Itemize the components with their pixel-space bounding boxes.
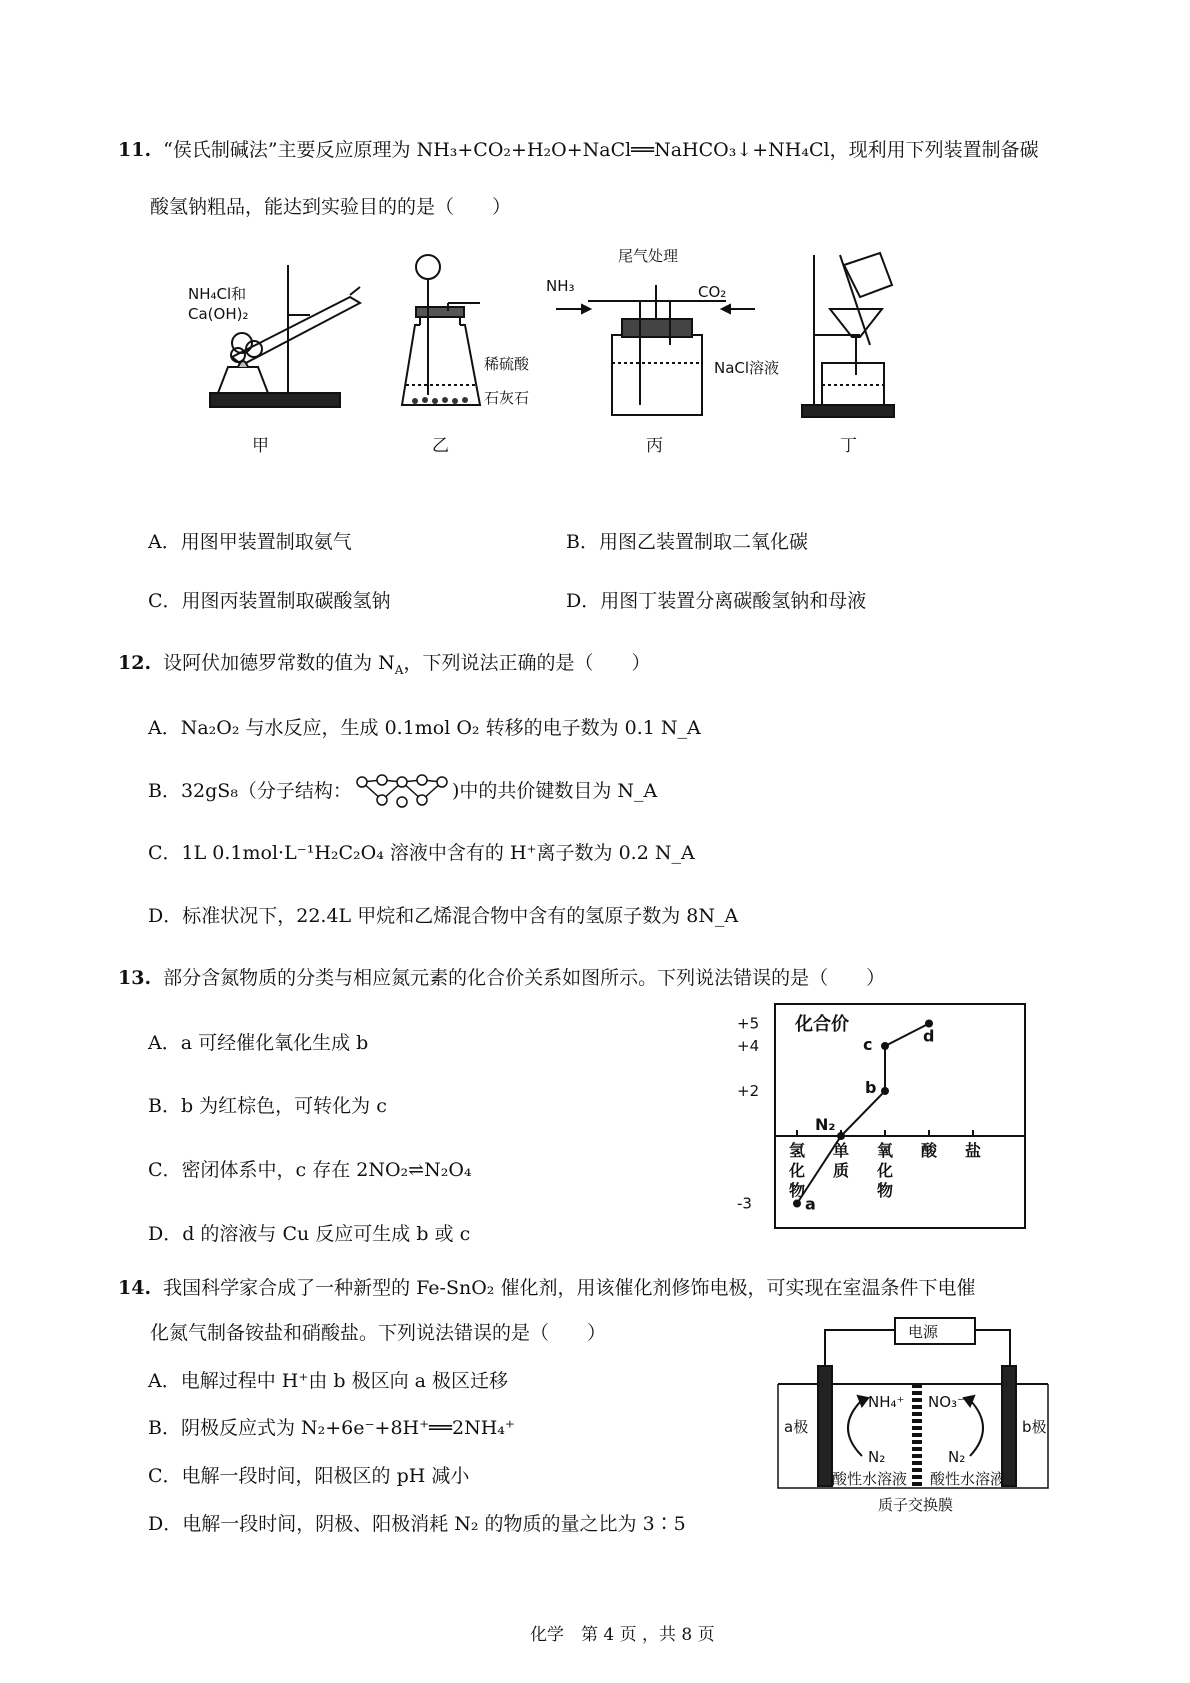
y-tick-3: -3 [737,1194,752,1213]
q11-apparatus-figure [180,245,980,475]
q12-stem [118,648,650,677]
caption-yi: 乙 [432,436,449,456]
point-label-1: N₂ [815,1115,836,1134]
bing-label-top: 尾气处理 [618,247,679,265]
electrolysis-cell-figure [770,1310,1060,1520]
caption-bing: 丙 [646,436,663,456]
q12-stem-sub: A [394,662,404,677]
y-tick-2: +2 [737,1082,760,1100]
q12-option-b-post: )中的共价键数目为 N_A [451,780,658,802]
q11-option-d: D．用图丁装置分离碳酸氢钠和母液 [566,590,867,612]
q14-number: 14. [118,1277,152,1299]
point-label-3: c [863,1035,873,1054]
q11-stem-line2: 酸氢钠粗品，能达到实验目的的是（ ） [150,196,512,218]
bing-label-liquid: NaCl溶液 [714,359,780,377]
point-2 [881,1087,889,1095]
nitrogen-valence-chart [735,1000,1030,1235]
right-solution-label: 酸性水溶液 [930,1470,1006,1488]
q12-option-d: D．标准状况下，22.4L 甲烷和乙烯混合物中含有的氢原子数为 8N_A [148,905,739,927]
page-footer: 化学 第 4 页 ，共 8 页 [530,1625,715,1645]
category-label-0-1: 化 [789,1161,806,1180]
category-label-2-0: 氧 [877,1141,894,1160]
category-label-0-0: 氢 [789,1141,806,1160]
caption-ding: 丁 [840,436,857,456]
q11-stem-text1: “侯氏制碱法”主要反应原理为 NH₃+CO₂+H₂O+NaCl══NaHCO₃↓+NH₄Cl，现利用下列装置制备碳 [163,139,1039,161]
q11-option-c: C．用图丙装置制取碳酸氢钠 [148,590,391,612]
q12-option-b [148,772,657,812]
point-label-0: a [805,1194,816,1214]
q13-stem [118,963,885,990]
a-electrode-label: a极 [784,1418,809,1436]
q11-stem-line1 [118,135,1039,162]
q12-option-a: A．Na₂O₂ 与水反应，生成 0.1mol O₂ 转移的电子数为 0.1 N_A [148,717,701,739]
q13-option-c: C．密闭体系中，c 存在 2NO₂⇌N₂O₄ [148,1159,472,1181]
n2-left-label: N₂ [868,1448,886,1466]
q14-option-d: D．电解一段时间，阴极、阳极消耗 N₂ 的物质的量之比为 3∶5 [148,1513,686,1535]
membrane-label: 质子交换膜 [878,1496,954,1514]
q14-stem-line2: 化氮气制备铵盐和硝酸盐。下列说法错误的是（ ） [150,1322,607,1344]
y-tick-0: +5 [737,1014,760,1033]
caption-jia: 甲 [252,436,269,456]
point-1 [837,1132,845,1140]
category-label-2-1: 化 [877,1161,894,1180]
point-0 [793,1200,801,1208]
power-source-label: 电源 [908,1323,939,1341]
q14-option-a: A．电解过程中 H⁺由 b 极区向 a 极区迁移 [148,1370,509,1392]
yi-label-solid: 石灰石 [484,389,530,407]
bing-label-left: NH₃ [546,277,575,295]
yi-label-acid: 稀硫酸 [484,355,530,373]
point-3 [881,1042,889,1050]
category-label-4-0: 盐 [965,1141,982,1160]
q13-stem-text: 部分含氮物质的分类与相应氮元素的化合价关系如图所示。下列说法错误的是（ ） [163,967,886,989]
q14-option-b: B．阴极反应式为 N₂+6e⁻+8H⁺══2NH₄⁺ [148,1417,515,1439]
q11-number: 11. [118,139,152,161]
q13-option-d: D．d 的溶液与 Cu 反应可生成 b 或 c [148,1223,471,1245]
q12-stem-tail: ，下列说法正确的是（ ） [403,652,651,674]
y-tick-1: +4 [737,1037,760,1055]
q14-option-c: C．电解一段时间，阳极区的 pH 减小 [148,1465,470,1487]
q14-stem-text1: 我国科学家合成了一种新型的 Fe-SnO₂ 催化剂，用该催化剂修饰电极，可实现在室温条件下电催 [163,1277,976,1299]
n2-right-label: N₂ [948,1448,966,1466]
q12-stem-text: 设阿伏加德罗常数的值为 N [163,652,395,674]
q11-option-b: B．用图乙装置制取二氧化碳 [566,531,808,553]
q14-stem-line1 [118,1273,975,1300]
q12-option-b-pre: B．32gS₈（分子结构： [148,780,352,802]
b-electrode-label: b极 [1022,1418,1047,1436]
chart-title: 化合价 [795,1014,849,1035]
q12-option-c: C．1L 0.1mol·L⁻¹H₂C₂O₄ 溶液中含有的 H⁺离子数为 0.2 N_A [148,842,695,864]
nh4-label: NH₄⁺ [868,1393,905,1411]
category-label-1-0: 单 [833,1141,850,1160]
bing-label-right: CO₂ [698,283,727,301]
left-solution-label: 酸性水溶液 [832,1470,908,1488]
q13-option-a: A．a 可经催化氧化生成 b [148,1032,369,1054]
category-label-2-2: 物 [877,1181,894,1200]
jia-label-2: Ca(OH)₂ [188,305,249,323]
category-label-0-2: 物 [789,1181,806,1200]
point-label-4: d [923,1026,935,1046]
jia-label-1: NH₄Cl和 [188,285,247,303]
q13-option-b: B．b 为红棕色，可转化为 c [148,1095,387,1117]
category-label-3-0: 酸 [921,1141,938,1160]
point-label-2: b [865,1078,877,1097]
q11-option-a: A．用图甲装置制取氨气 [148,531,352,553]
category-label-1-1: 质 [833,1161,850,1180]
q12-number: 12. [118,652,152,674]
no3-label: NO₃⁻ [928,1393,965,1411]
s8-structure-image [352,772,452,812]
q13-number: 13. [118,967,152,989]
